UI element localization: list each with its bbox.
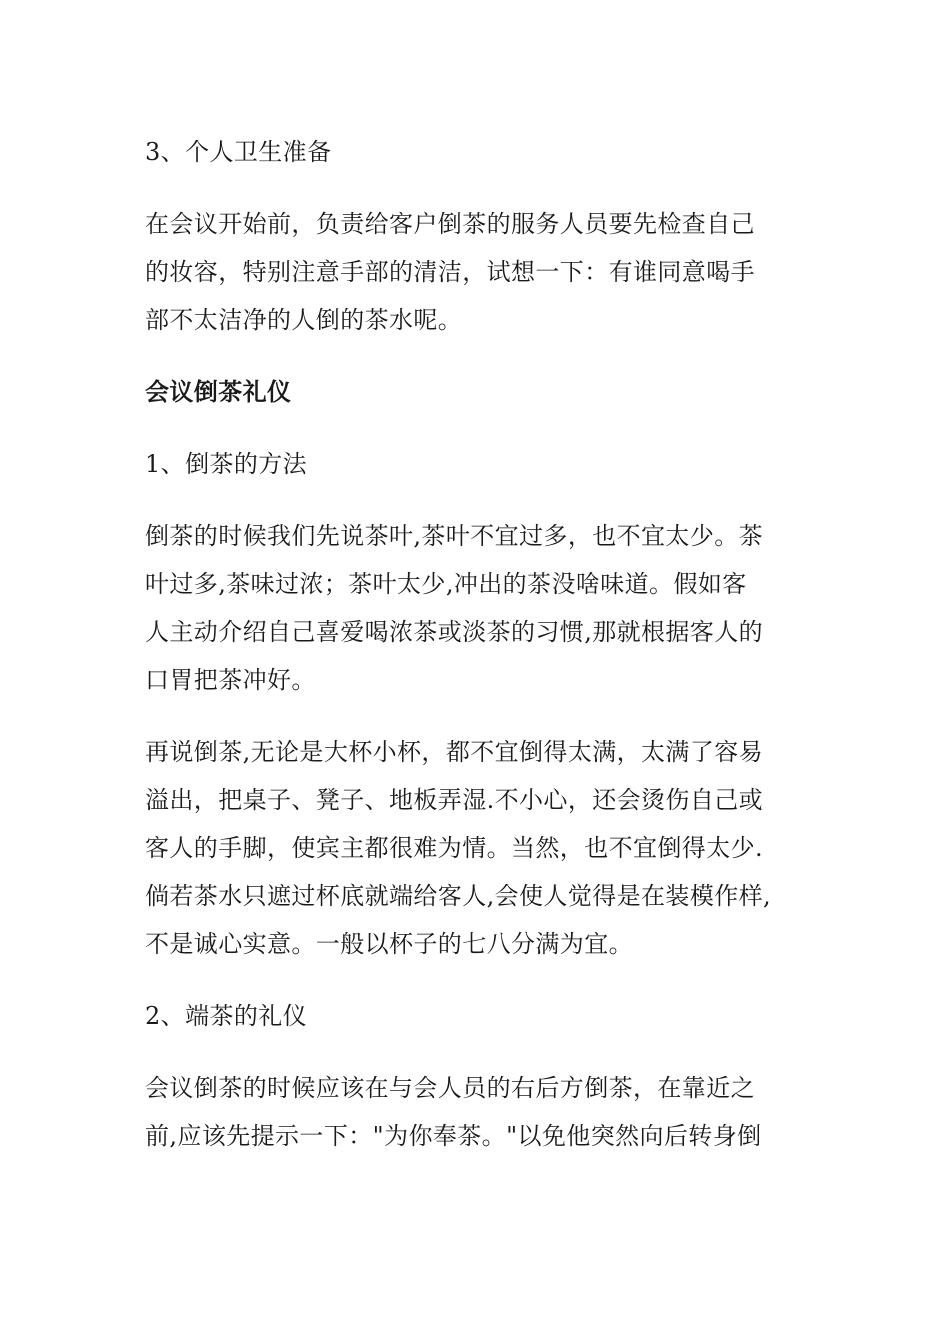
text-line: 口胃把茶冲好。 — [145, 666, 316, 694]
pouring-amount-paragraph — [145, 728, 810, 968]
document-body — [145, 128, 810, 1184]
text-line: 在会议开始前，负责给客户倒茶的服务人员要先检查自己 — [145, 210, 755, 238]
text-line: 1、倒茶的方法 — [145, 450, 308, 478]
text-line: 会议倒茶的时候应该在与会人员的右后方倒茶，在靠近之 — [145, 1074, 755, 1102]
hygiene-paragraph — [145, 200, 810, 344]
text-line: 倘若茶水只遮过杯底就端给客人,会使人觉得是在装模作样, — [145, 882, 772, 910]
text-line: 叶过多,茶味过浓；茶叶太少,冲出的茶没啥味道。假如客 — [145, 570, 747, 598]
heading-meeting-tea-etiquette — [145, 368, 810, 416]
text-line: 不是诚心实意。一般以杯子的七八分满为宜。 — [145, 930, 633, 958]
section-title-pouring-method — [145, 440, 810, 488]
text-line: 前,应该先提示一下："为你奉茶。"以免他突然向后转身倒 — [145, 1122, 762, 1150]
text-line: 2、端茶的礼仪 — [145, 1002, 308, 1030]
text-line: 的妆容，特别注意手部的清洁，试想一下：有谁同意喝手 — [145, 258, 755, 286]
tea-leaves-paragraph — [145, 512, 810, 704]
section-title-serving-etiquette — [145, 992, 810, 1040]
text-line: 溢出，把桌子、凳子、地板弄湿.不小心，还会烫伤自己或 — [145, 786, 764, 814]
serving-paragraph — [145, 1064, 810, 1160]
section-title-hygiene — [145, 128, 810, 176]
text-line: 再说倒茶,无论是大杯小杯，都不宜倒得太满，太满了容易 — [145, 738, 764, 766]
heading-text: 会议倒茶礼仪 — [145, 378, 292, 406]
text-line: 3、个人卫生准备 — [145, 138, 332, 166]
text-line: 人主动介绍自己喜爱喝浓茶或淡茶的习惯,那就根据客人的 — [145, 618, 764, 646]
text-line: 部不太洁净的人倒的茶水呢。 — [145, 306, 463, 334]
text-line: 客人的手脚，使宾主都很难为情。当然，也不宜倒得太少. — [145, 834, 764, 862]
text-line: 倒茶的时候我们先说茶叶,茶叶不宜过多，也不宜太少。茶 — [145, 522, 764, 550]
